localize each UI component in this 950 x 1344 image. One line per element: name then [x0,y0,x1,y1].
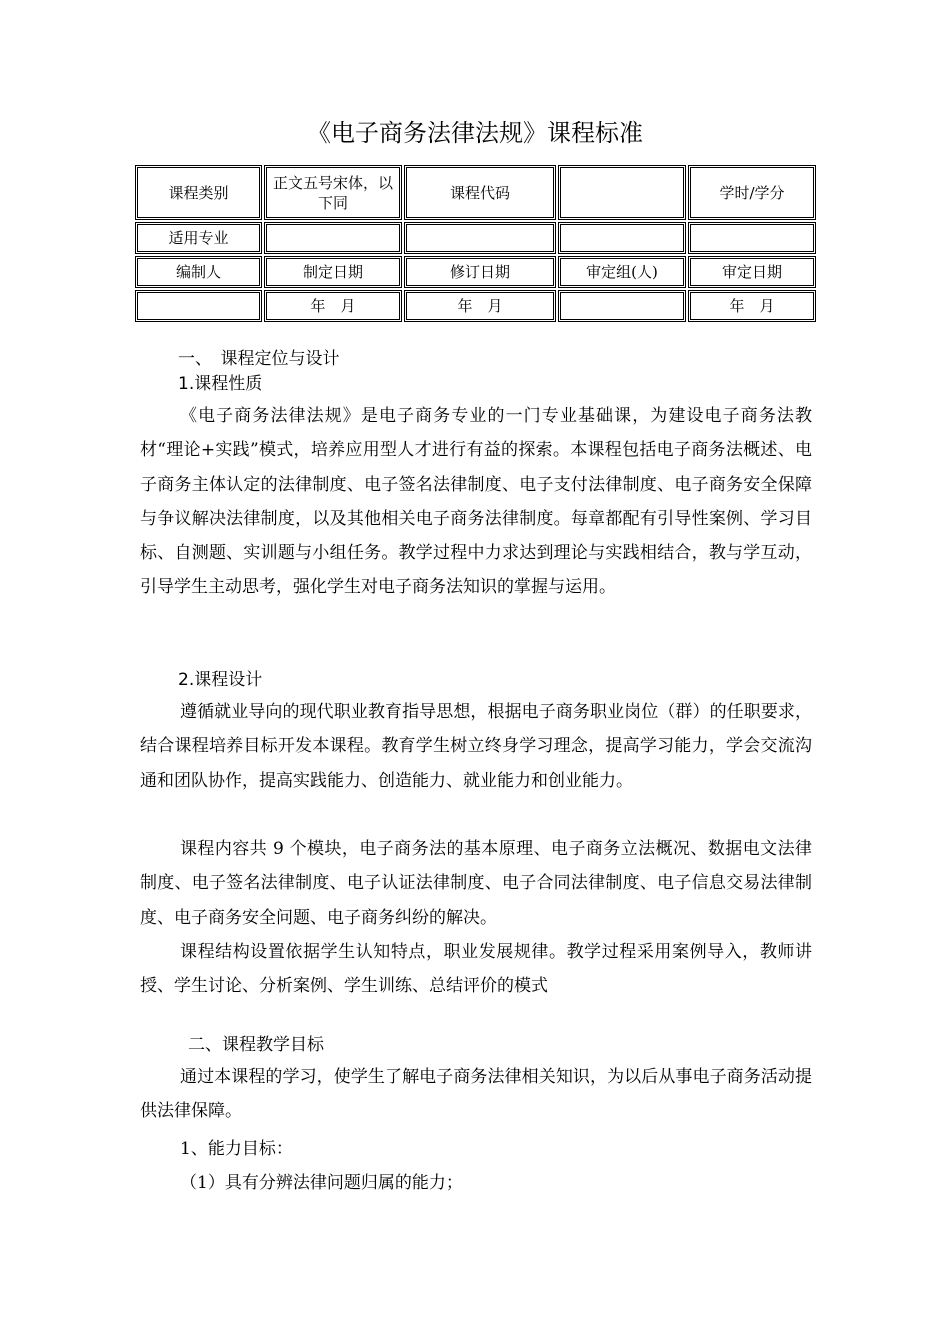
major-label: 适用专业 [135,222,262,254]
teaching-goal-intro: 通过本课程的学习，使学生了解电子商务法律相关知识，为以后从事电子商务活动提供法律保障。 [140,1067,812,1122]
major-value-3 [558,222,686,254]
date-made-value: 年 月 [264,290,402,322]
course-type-label: 课程类别 [135,165,262,220]
compiler-value [135,290,262,322]
section-1-1-heading: 1.课程性质 [178,374,263,394]
course-design-paragraph-2: 课程内容共 9 个模块，电子商务法的基本原理、电子商务立法概况、数据电文法律制度、电子签名法律制度、电子认证法律制度、电子合同法律制度、电子信息交易法律制度、电子商务安全问题、电子商务纠纷的解决。 [140,839,812,928]
ability-goal-heading: 1、能力目标： [180,1139,293,1159]
section-1-heading: 一、 课程定位与设计 [178,349,340,369]
major-value-1 [264,222,402,254]
section-1-2-heading: 2.课程设计 [178,670,263,690]
review-group-label: 审定组(人) [558,256,686,288]
ability-goal-item-1: （1）具有分辨法律问题归属的能力； [180,1173,463,1193]
course-code-value [558,165,686,220]
major-value-2 [404,222,556,254]
date-made-label: 制定日期 [264,256,402,288]
major-value-4 [688,222,816,254]
course-type-value: 正文五号宋体，以下同 [264,165,402,220]
date-revised-value: 年 月 [404,290,556,322]
hours-credits-label: 学时/学分 [688,165,816,220]
course-code-label: 课程代码 [404,165,556,220]
section-2-heading: 二、课程教学目标 [188,1035,324,1055]
course-design-paragraph-3: 课程结构设置依据学生认知特点，职业发展规律。教学过程采用案例导入，教师讲授、学生讨论、分析案例、学生训练、总结评价的模式 [140,942,812,997]
review-group-value [558,290,686,322]
compiler-label: 编制人 [135,256,262,288]
course-design-paragraph-1: 遵循就业导向的现代职业教育指导思想，根据电子商务职业岗位（群）的任职要求，结合课程培养目标开发本课程。教育学生树立终身学习理念，提高学习能力，学会交流沟通和团队协作，提高实践能力、创造能力、就业能力和创业能力。 [140,702,812,791]
date-revised-label: 修订日期 [404,256,556,288]
course-nature-paragraph: 《电子商务法律法规》是电子商务专业的一门专业基础课，为建设电子商务法教材“理论+实践”模式，培养应用型人才进行有益的探索。本课程包括电子商务法概述、电子商务主体认定的法律制度、电子签名法律制度、电子支付法律制度、电子商务安全保障与争议解决法律制度，以及其他相关电子商务法律制度。每章都配有引导性案例、学习目标、自测题、实训题与小组任务。教学过程中力求达到理论与实践相结合，教与学互动，引导学生主动思考，强化学生对电子商务法知识的掌握与运用。 [140,406,812,598]
date-reviewed-label: 审定日期 [688,256,816,288]
document-title: 《电子商务法律法规》课程标准 [307,119,643,147]
date-reviewed-value: 年 月 [688,290,816,322]
